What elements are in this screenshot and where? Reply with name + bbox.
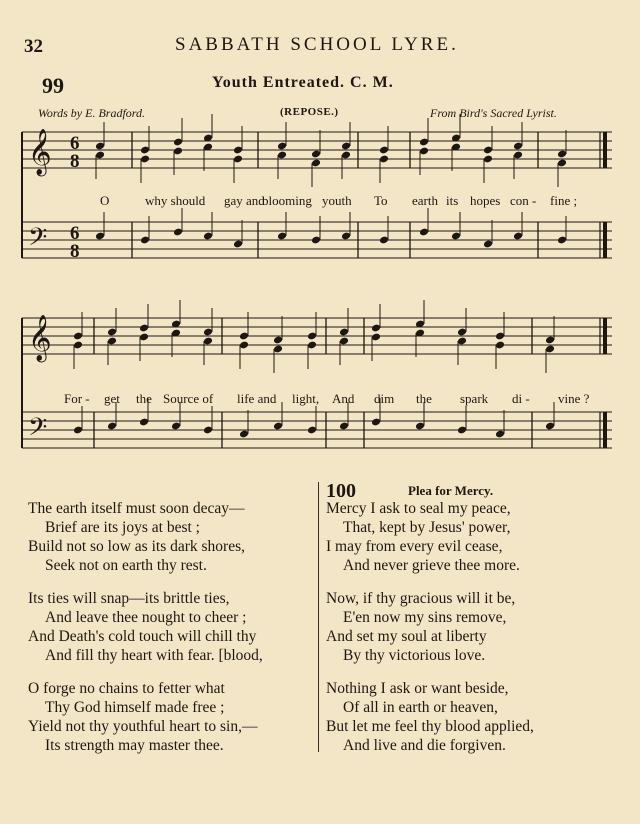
lyric-syllable: the — [136, 391, 152, 406]
time-signature: 8 — [70, 241, 80, 262]
verse-line: And Death's cold touch will chill thy — [28, 628, 257, 645]
words-credit: Words by E. Bradford. — [38, 106, 146, 120]
lyric-syllable: vine ? — [558, 391, 590, 406]
verse-line: And live and die forgiven. — [343, 737, 506, 754]
hymn-99-title: Youth Entreated. C. M. — [212, 74, 394, 91]
verse-line: Mercy I ask to seal my peace, — [326, 500, 511, 517]
lyric-syllable: For - — [64, 391, 90, 406]
treble-clef-icon: 𝄞 — [28, 315, 52, 361]
hymn-99-verse-4 — [28, 679, 257, 755]
verse-line: Its ties will snap—its brittle ties, — [28, 590, 230, 607]
verse-line: By thy victorious love. — [343, 647, 486, 664]
lyric-syllable: Source of — [163, 391, 214, 406]
lyric-syllable: To — [374, 193, 388, 208]
page-number: 32 — [24, 36, 43, 57]
lyric-syllable: life and — [237, 391, 277, 406]
hymn-100-number: 100 — [326, 480, 356, 502]
verse-line: The earth itself must soon decay— — [28, 500, 245, 517]
lyric-syllable: dim — [374, 391, 395, 406]
lyric-syllable: why should — [145, 193, 206, 208]
hymn-100-verse-3 — [326, 679, 534, 755]
hymn-100-verse-1 — [326, 499, 520, 575]
running-title: SABBATH SCHOOL LYRE. — [175, 34, 459, 55]
lyric-syllable: gay and — [224, 193, 265, 208]
lyric-syllable: hopes — [470, 193, 501, 208]
lyric-syllable: con - — [510, 193, 537, 208]
verse-line: But let me feel thy blood applied, — [326, 718, 534, 735]
mood-marking: (REPOSE.) — [280, 106, 339, 118]
hymn-100-title: Plea for Mercy. — [408, 483, 494, 498]
lyric-syllable: the — [416, 391, 432, 406]
verse-line: And set my soul at liberty — [326, 628, 487, 645]
verse-line: Of all in earth or heaven, — [343, 699, 498, 716]
verse-line: Nothing I ask or want beside, — [326, 680, 509, 697]
verse-line: Its strength may master thee. — [45, 737, 224, 754]
hymn-99-verse-3 — [28, 589, 263, 665]
verse-line: O forge no chains to fetter what — [28, 680, 225, 697]
bass-clef-icon: 𝄢 — [28, 413, 48, 448]
verse-line: That, kept by Jesus' power, — [343, 519, 511, 536]
bass-clef-icon: 𝄢 — [28, 223, 48, 258]
lyric-syllable: spark — [460, 391, 489, 406]
lyric-syllable: get — [104, 391, 120, 406]
column-divider — [318, 482, 319, 752]
time-signature: 6 — [70, 223, 80, 244]
lyric-syllable: blooming — [262, 193, 312, 208]
treble-clef-icon: 𝄞 — [28, 129, 52, 175]
source-credit: From Bird's Sacred Lyrist. — [430, 106, 557, 120]
verse-line: E'en now my sins remove, — [343, 609, 507, 626]
lyric-syllable: fine ; — [550, 193, 578, 208]
verse-line: And fill thy heart with fear. [blood, — [45, 647, 263, 664]
verse-line: And never grieve thee more. — [343, 557, 520, 574]
lyric-syllable: di - — [512, 391, 530, 406]
lyric-syllable: O — [100, 193, 110, 208]
hymn-99-number: 99 — [42, 73, 64, 98]
verse-line: Now, if thy gracious will it be, — [326, 590, 516, 607]
verse-line: Brief are its joys at best ; — [45, 519, 200, 536]
lyric-syllable: earth — [412, 193, 438, 208]
lyric-syllable: light, — [292, 391, 320, 406]
lyric-syllable: And — [332, 391, 355, 406]
verse-line: Yield not thy youthful heart to sin,— — [28, 718, 258, 735]
lyric-syllable: youth — [322, 193, 352, 208]
verse-line: Seek not on earth thy rest. — [45, 557, 207, 574]
verse-line: I may from every evil cease, — [326, 538, 503, 555]
time-signature: 8 — [70, 151, 80, 172]
time-signature: 6 — [70, 133, 80, 154]
hymn-100-verse-2 — [326, 589, 515, 665]
hymn-99-verse-2 — [28, 499, 245, 575]
lyric-syllable: its — [446, 193, 459, 208]
verse-line: Build not so low as its dark shores, — [28, 538, 245, 555]
verse-line: And leave thee nought to cheer ; — [45, 609, 247, 626]
verse-line: Thy God himself made free ; — [45, 699, 225, 716]
